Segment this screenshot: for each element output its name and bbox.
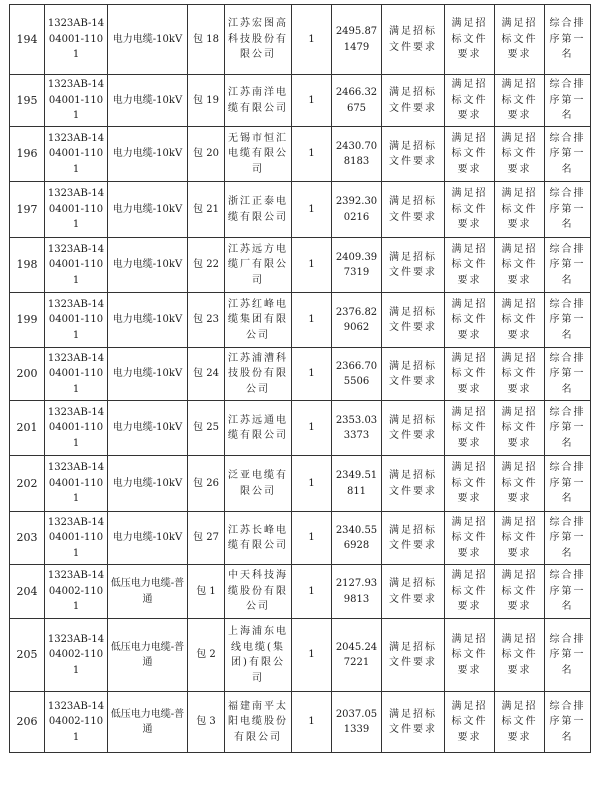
cell-package: 包 23 <box>188 293 225 348</box>
cell-technical-response: 满足招标文件要求 <box>382 127 445 182</box>
cell-supplier: 江苏南洋电缆有限公司 <box>225 75 292 127</box>
cell-sequence-no: 197 <box>10 182 45 238</box>
cell-sequence-no: 195 <box>10 75 45 127</box>
cell-technical-response: 满足招标文件要求 <box>382 293 445 348</box>
table-row <box>10 5 591 75</box>
table-body <box>10 5 591 753</box>
cell-service-response: 满足招标文件要求 <box>495 127 545 182</box>
cell-technical-response: 满足招标文件要求 <box>382 619 445 692</box>
cell-service-response: 满足招标文件要求 <box>495 512 545 565</box>
cell-supplier: 浙江正泰电缆有限公司 <box>225 182 292 238</box>
cell-sequence-no: 205 <box>10 619 45 692</box>
cell-supplier: 泛亚电缆有限公司 <box>225 456 292 512</box>
cell-project-code: 1323AB-1404001-1101 <box>45 182 108 238</box>
cell-package: 包 19 <box>188 75 225 127</box>
cell-item-name: 电力电缆-10kV <box>108 75 188 127</box>
cell-project-code: 1323AB-1404002-1101 <box>45 619 108 692</box>
cell-ranking: 综合排序第一名 <box>545 348 591 401</box>
table-row <box>10 75 591 127</box>
cell-supplier: 江苏远方电缆厂有限公司 <box>225 238 292 293</box>
cell-bid-price: 2409.397319 <box>332 238 382 293</box>
cell-item-name: 低压电力电缆-普通 <box>108 565 188 619</box>
cell-item-name: 电力电缆-10kV <box>108 293 188 348</box>
cell-project-code: 1323AB-1404002-1101 <box>45 565 108 619</box>
cell-technical-response: 满足招标文件要求 <box>382 75 445 127</box>
cell-package: 包 20 <box>188 127 225 182</box>
cell-supplier: 江苏浦漕科技股份有限公司 <box>225 348 292 401</box>
cell-ranking: 综合排序第一名 <box>545 5 591 75</box>
cell-bid-price: 2037.051339 <box>332 692 382 753</box>
cell-quantity: 1 <box>292 692 332 753</box>
cell-business-response: 满足招标文件要求 <box>445 619 495 692</box>
cell-project-code: 1323AB-1404002-1101 <box>45 692 108 753</box>
cell-supplier: 江苏宏图高科技股份有限公司 <box>225 5 292 75</box>
cell-quantity: 1 <box>292 348 332 401</box>
cell-service-response: 满足招标文件要求 <box>495 565 545 619</box>
cell-sequence-no: 194 <box>10 5 45 75</box>
cell-bid-price: 2366.705506 <box>332 348 382 401</box>
cell-service-response: 满足招标文件要求 <box>495 456 545 512</box>
cell-sequence-no: 196 <box>10 127 45 182</box>
cell-package: 包 18 <box>188 5 225 75</box>
cell-quantity: 1 <box>292 619 332 692</box>
cell-item-name: 低压电力电缆-普通 <box>108 692 188 753</box>
cell-sequence-no: 203 <box>10 512 45 565</box>
cell-service-response: 满足招标文件要求 <box>495 293 545 348</box>
cell-bid-price: 2430.708183 <box>332 127 382 182</box>
cell-business-response: 满足招标文件要求 <box>445 238 495 293</box>
table-row <box>10 348 591 401</box>
cell-project-code: 1323AB-1404001-1101 <box>45 75 108 127</box>
cell-service-response: 满足招标文件要求 <box>495 692 545 753</box>
cell-item-name: 电力电缆-10kV <box>108 5 188 75</box>
cell-quantity: 1 <box>292 565 332 619</box>
cell-business-response: 满足招标文件要求 <box>445 692 495 753</box>
cell-bid-price: 2495.871479 <box>332 5 382 75</box>
cell-quantity: 1 <box>292 293 332 348</box>
cell-supplier: 无锡市恒汇电缆有限公司 <box>225 127 292 182</box>
cell-bid-price: 2392.300216 <box>332 182 382 238</box>
cell-business-response: 满足招标文件要求 <box>445 512 495 565</box>
cell-service-response: 满足招标文件要求 <box>495 5 545 75</box>
cell-business-response: 满足招标文件要求 <box>445 565 495 619</box>
cell-bid-price: 2340.556928 <box>332 512 382 565</box>
table-row <box>10 182 591 238</box>
cell-project-code: 1323AB-1404001-1101 <box>45 456 108 512</box>
table-row <box>10 127 591 182</box>
cell-technical-response: 满足招标文件要求 <box>382 512 445 565</box>
table-row <box>10 565 591 619</box>
cell-sequence-no: 204 <box>10 565 45 619</box>
table-row <box>10 293 591 348</box>
cell-sequence-no: 206 <box>10 692 45 753</box>
cell-package: 包 25 <box>188 401 225 456</box>
cell-supplier: 江苏红峰电缆集团有限公司 <box>225 293 292 348</box>
cell-ranking: 综合排序第一名 <box>545 401 591 456</box>
cell-package: 包 21 <box>188 182 225 238</box>
table-row <box>10 512 591 565</box>
bid-results-table <box>9 4 591 753</box>
cell-service-response: 满足招标文件要求 <box>495 348 545 401</box>
cell-ranking: 综合排序第一名 <box>545 75 591 127</box>
cell-business-response: 满足招标文件要求 <box>445 456 495 512</box>
cell-sequence-no: 198 <box>10 238 45 293</box>
cell-ranking: 综合排序第一名 <box>545 619 591 692</box>
cell-technical-response: 满足招标文件要求 <box>382 182 445 238</box>
table-row <box>10 401 591 456</box>
cell-business-response: 满足招标文件要求 <box>445 75 495 127</box>
cell-project-code: 1323AB-1404001-1101 <box>45 5 108 75</box>
table-row <box>10 692 591 753</box>
cell-business-response: 满足招标文件要求 <box>445 348 495 401</box>
cell-technical-response: 满足招标文件要求 <box>382 401 445 456</box>
cell-project-code: 1323AB-1404001-1101 <box>45 238 108 293</box>
cell-package: 包 26 <box>188 456 225 512</box>
cell-quantity: 1 <box>292 5 332 75</box>
cell-ranking: 综合排序第一名 <box>545 238 591 293</box>
cell-project-code: 1323AB-1404001-1101 <box>45 401 108 456</box>
cell-ranking: 综合排序第一名 <box>545 456 591 512</box>
cell-quantity: 1 <box>292 182 332 238</box>
cell-item-name: 电力电缆-10kV <box>108 401 188 456</box>
cell-business-response: 满足招标文件要求 <box>445 5 495 75</box>
cell-ranking: 综合排序第一名 <box>545 127 591 182</box>
cell-package: 包 1 <box>188 565 225 619</box>
cell-service-response: 满足招标文件要求 <box>495 182 545 238</box>
cell-project-code: 1323AB-1404001-1101 <box>45 293 108 348</box>
cell-supplier: 上海浦东电线电缆(集团)有限公司 <box>225 619 292 692</box>
cell-bid-price: 2376.829062 <box>332 293 382 348</box>
cell-quantity: 1 <box>292 75 332 127</box>
cell-business-response: 满足招标文件要求 <box>445 127 495 182</box>
cell-supplier: 福建南平太阳电缆股份有限公司 <box>225 692 292 753</box>
cell-service-response: 满足招标文件要求 <box>495 238 545 293</box>
cell-quantity: 1 <box>292 238 332 293</box>
cell-ranking: 综合排序第一名 <box>545 692 591 753</box>
cell-supplier: 江苏长峰电缆有限公司 <box>225 512 292 565</box>
cell-business-response: 满足招标文件要求 <box>445 182 495 238</box>
cell-technical-response: 满足招标文件要求 <box>382 565 445 619</box>
cell-sequence-no: 201 <box>10 401 45 456</box>
cell-service-response: 满足招标文件要求 <box>495 401 545 456</box>
cell-ranking: 综合排序第一名 <box>545 293 591 348</box>
cell-technical-response: 满足招标文件要求 <box>382 238 445 293</box>
cell-ranking: 综合排序第一名 <box>545 182 591 238</box>
cell-technical-response: 满足招标文件要求 <box>382 692 445 753</box>
cell-business-response: 满足招标文件要求 <box>445 293 495 348</box>
cell-item-name: 电力电缆-10kV <box>108 512 188 565</box>
cell-service-response: 满足招标文件要求 <box>495 75 545 127</box>
cell-quantity: 1 <box>292 401 332 456</box>
cell-technical-response: 满足招标文件要求 <box>382 456 445 512</box>
cell-supplier: 江苏远通电缆有限公司 <box>225 401 292 456</box>
cell-supplier: 中天科技海缆股份有限公司 <box>225 565 292 619</box>
cell-bid-price: 2353.033373 <box>332 401 382 456</box>
cell-project-code: 1323AB-1404001-1101 <box>45 348 108 401</box>
cell-item-name: 电力电缆-10kV <box>108 238 188 293</box>
table-row <box>10 238 591 293</box>
cell-ranking: 综合排序第一名 <box>545 565 591 619</box>
cell-bid-price: 2127.939813 <box>332 565 382 619</box>
table-row <box>10 619 591 692</box>
cell-quantity: 1 <box>292 512 332 565</box>
cell-package: 包 2 <box>188 619 225 692</box>
cell-business-response: 满足招标文件要求 <box>445 401 495 456</box>
cell-item-name: 电力电缆-10kV <box>108 348 188 401</box>
cell-bid-price: 2045.247221 <box>332 619 382 692</box>
cell-technical-response: 满足招标文件要求 <box>382 348 445 401</box>
cell-technical-response: 满足招标文件要求 <box>382 5 445 75</box>
cell-ranking: 综合排序第一名 <box>545 512 591 565</box>
cell-sequence-no: 199 <box>10 293 45 348</box>
cell-bid-price: 2349.51811 <box>332 456 382 512</box>
cell-sequence-no: 202 <box>10 456 45 512</box>
cell-package: 包 22 <box>188 238 225 293</box>
cell-item-name: 电力电缆-10kV <box>108 182 188 238</box>
cell-quantity: 1 <box>292 456 332 512</box>
cell-item-name: 低压电力电缆-普通 <box>108 619 188 692</box>
cell-quantity: 1 <box>292 127 332 182</box>
cell-project-code: 1323AB-1404001-1101 <box>45 127 108 182</box>
cell-bid-price: 2466.32675 <box>332 75 382 127</box>
cell-package: 包 24 <box>188 348 225 401</box>
cell-package: 包 27 <box>188 512 225 565</box>
cell-service-response: 满足招标文件要求 <box>495 619 545 692</box>
cell-item-name: 电力电缆-10kV <box>108 456 188 512</box>
cell-sequence-no: 200 <box>10 348 45 401</box>
cell-package: 包 3 <box>188 692 225 753</box>
table-row <box>10 456 591 512</box>
cell-project-code: 1323AB-1404001-1101 <box>45 512 108 565</box>
cell-item-name: 电力电缆-10kV <box>108 127 188 182</box>
